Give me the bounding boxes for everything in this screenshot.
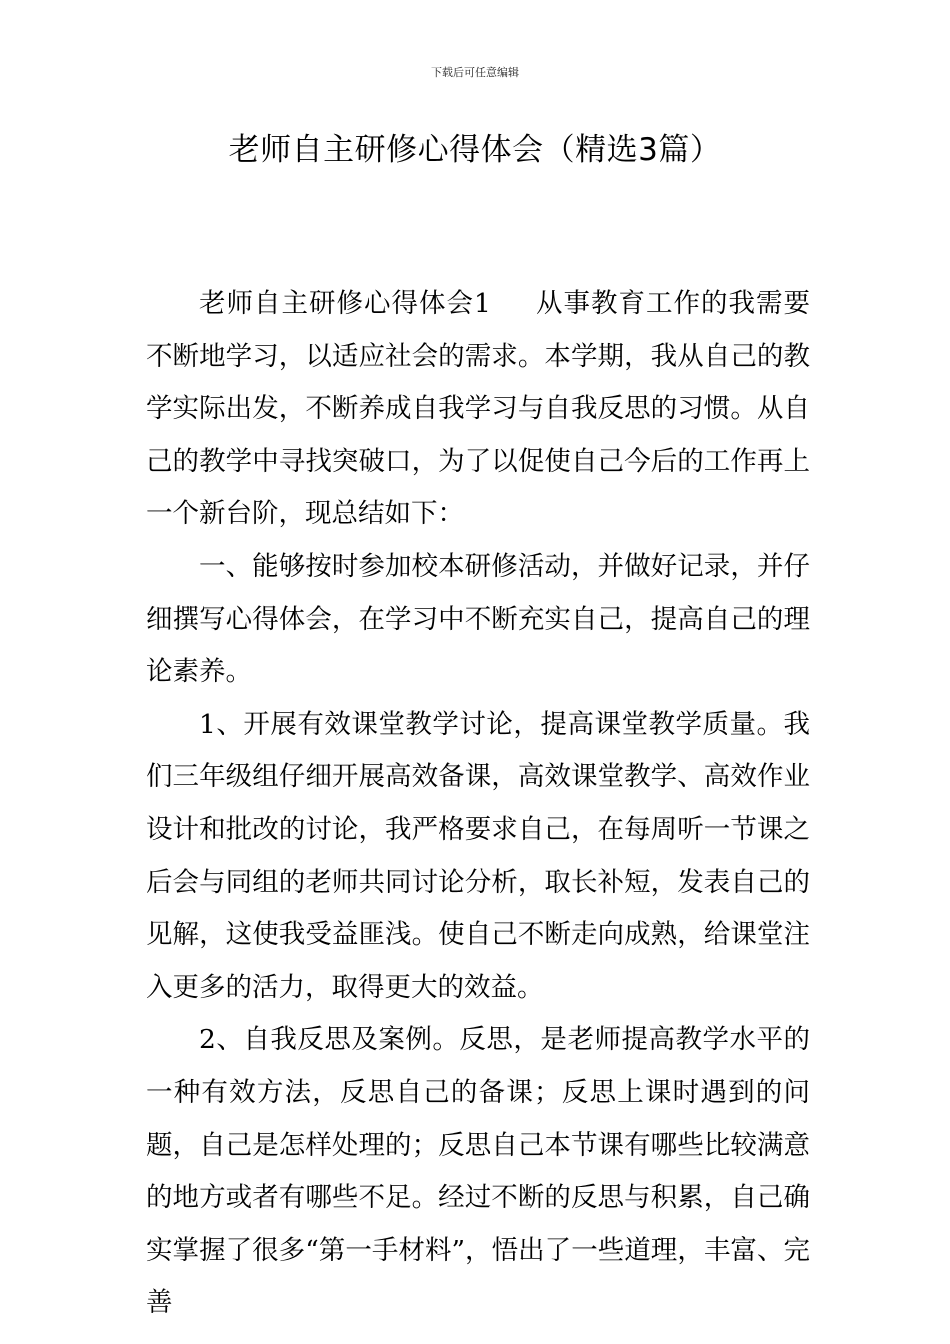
section-label: 老师自主研修心得体会1 (199, 288, 491, 319)
document-title: 老师自主研修心得体会（精选3篇） (228, 132, 722, 168)
document-body (146, 278, 810, 1330)
paragraph-item-one: 1、开展有效课堂教学讨论，提高课堂教学质量。我们三年级组仔细开展高效备课，高效课堂教学、高效作业设计和批改的讨论，我严格要求自己，在每周听一节课之后会与同组的老师共同讨论分析，取长补短，发表自己的见解，这使我受益匪浅。使自己不断走向成熟，给课堂注入更多的活力，取得更大的效益。 (146, 708, 810, 1003)
paragraph-text: 从事教育工作的我需要不断地学习，以适应社会的需求。本学期，我从自己的教学实际出发，不断养成自我学习与自我反思的习惯。从自己的教学中寻找突破口，为了以促使自己今后的工作再上一个新台阶，现总结如下： (146, 288, 810, 530)
paragraph-intro (146, 278, 810, 541)
page-header-note: 下载后可任意编辑 (431, 66, 519, 79)
paragraph-section-one: 一、能够按时参加校本研修活动，并做好记录，并仔细撰写心得体会，在学习中不断充实自己，提高自己的理论素养。 (146, 550, 810, 688)
paragraph-item-two: 2、自我反思及案例。反思，是老师提高教学水平的一种有效方法，反思自己的备课；反思上课时遇到的问题，自己是怎样处理的；反思自己本节课有哪些比较满意的地方或者有哪些不足。经过不断的反思与积累，自己确实掌握了很多“第一手材料”，悟出了一些道理，丰富、完善 (146, 1024, 810, 1319)
